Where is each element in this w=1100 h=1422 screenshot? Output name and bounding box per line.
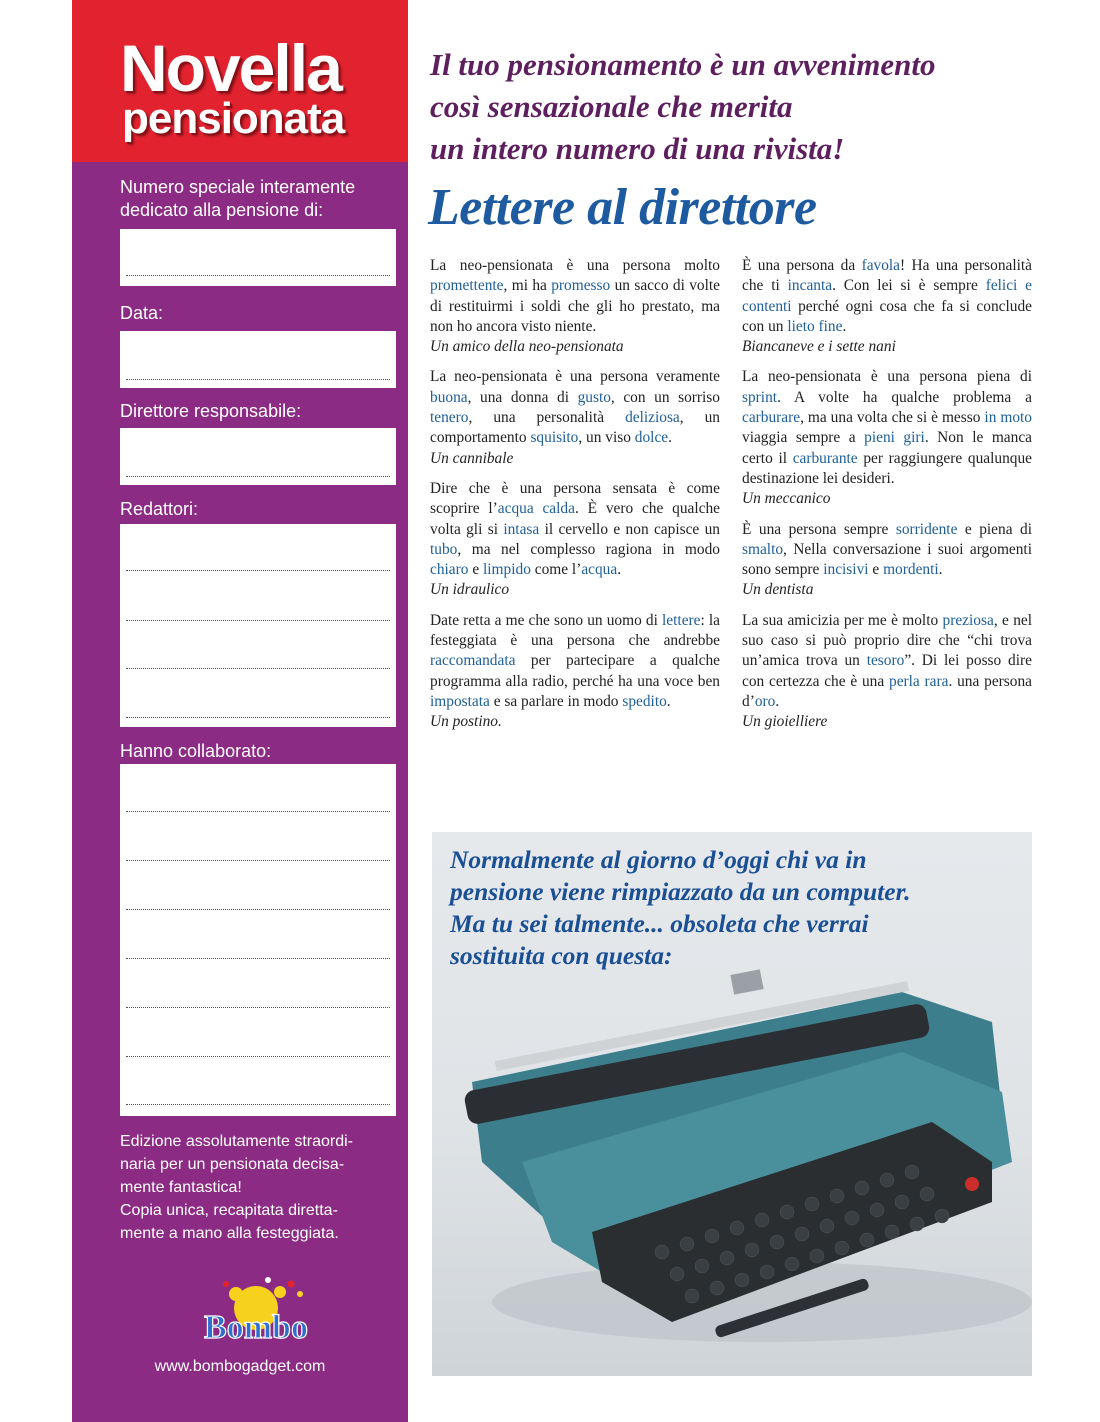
highlighted-word: oro (754, 692, 776, 710)
letter-text: . (938, 561, 943, 579)
letter-text: viaggia sempre a (742, 429, 865, 447)
letter-text: il cervello e non capisce un (539, 520, 720, 538)
caption-line: sostituita con questa: (450, 941, 673, 970)
letter-text: come l’ (530, 561, 582, 579)
headline-line: così sensazionale che merita (430, 89, 793, 124)
dotted-line (126, 860, 390, 861)
headline (430, 44, 1070, 170)
letter-text: . Non le manca certo il (742, 429, 1032, 467)
letter (430, 367, 720, 468)
letter-signature: Biancaneve e i sette nani (742, 338, 896, 356)
highlighted-word: felici e contenti (742, 277, 1032, 315)
letter (742, 367, 1032, 509)
highlighted-word: tenero (430, 409, 469, 427)
dotted-line (126, 717, 390, 718)
letter-signature: Un cannibale (430, 449, 514, 467)
caption-line: Normalmente al giorno d’oggi chi va in (450, 845, 867, 874)
highlighted-word: gusto (577, 388, 611, 406)
footer-line: mente a mano alla festeggiata. (120, 1225, 339, 1242)
letter-text: , con un sorriso (610, 388, 720, 406)
letter (742, 520, 1032, 601)
highlighted-word: smalto (742, 540, 784, 558)
footer-line: naria per un pensionata decisa- (120, 1156, 345, 1173)
letter-signature: Un dentista (742, 581, 814, 599)
dotted-line (126, 275, 390, 276)
highlighted-word: tubo (430, 540, 458, 558)
letter (430, 611, 720, 733)
highlighted-word: acqua (581, 561, 618, 579)
headline-line: Il tuo pensionamento è un avvenimento (430, 47, 936, 82)
highlighted-word: carburare (742, 409, 801, 427)
letter-text: , un comportamento (430, 409, 720, 447)
highlighted-word: preziosa (942, 611, 994, 629)
letter-text: ! Ha una personalità che ti (742, 257, 1033, 295)
field-label-data: Data: (120, 303, 164, 323)
field-label-director: Direttore responsabile: (120, 401, 302, 421)
highlighted-word: chiaro (430, 561, 469, 579)
letter-text: , Nella conversazione i suoi argomenti sono sempre (742, 540, 1032, 579)
letter-signature: Un meccanico (742, 490, 831, 508)
letter-text: Dire che è una persona sensata è come scoprire l’ (430, 479, 720, 518)
letter-text: È una persona da (742, 257, 862, 274)
masthead (72, 0, 408, 162)
highlighted-word: incisivi (823, 561, 869, 579)
letter-text: per raggiungere qualunque destinazione lei desideri. (742, 449, 1032, 487)
letter-text: , un viso (578, 429, 635, 447)
typewriter-photo (432, 832, 1032, 1376)
letter-text: e sa parlare in modo (489, 692, 623, 710)
letter (742, 256, 1032, 357)
date-field[interactable] (120, 331, 396, 388)
letter-body (430, 611, 720, 712)
logo-dot (297, 1291, 303, 1297)
highlighted-word: limpido (483, 561, 531, 579)
letter-text: e (468, 561, 483, 579)
letter-text: La neo-pensionata è una persona piena di (742, 368, 1032, 386)
letter-text: un sacco di volte di restituirmi i soldi che gli ho prestato, ma non ho ancora visto niente. (430, 277, 720, 335)
highlighted-word: dolce (634, 429, 669, 447)
website-url[interactable]: www.bombogadget.com (154, 1358, 326, 1375)
highlighted-word: squisito (530, 429, 579, 447)
highlighted-word: carburante (792, 449, 858, 467)
letter-text: . (617, 561, 622, 579)
dotted-line (126, 620, 390, 621)
highlighted-word: perla rara (889, 672, 949, 690)
letter-text: per partecipare a qualche programma alla radio, perché ha una voce ben (430, 652, 720, 690)
highlighted-word: deliziosa (625, 409, 680, 427)
dotted-line (126, 958, 390, 959)
masthead-title (120, 31, 345, 143)
dotted-line (126, 909, 390, 910)
editors-field[interactable] (120, 524, 396, 727)
highlighted-word: lettere (662, 611, 701, 629)
logo-text: Bombo (204, 1309, 308, 1346)
letter-body (430, 367, 720, 448)
name-field[interactable] (120, 229, 396, 286)
highlighted-word: acqua calda (497, 500, 575, 518)
logo-dot (265, 1277, 271, 1283)
highlighted-word: incanta (787, 277, 833, 295)
footer-line: Edizione assolutamente straordi- (120, 1133, 354, 1150)
highlighted-word: promettente (430, 277, 504, 295)
dotted-line (126, 1104, 390, 1105)
letter-body (742, 367, 1032, 489)
dotted-line (126, 570, 390, 571)
logo-dot (288, 1281, 295, 1288)
highlighted-word: tesoro (866, 652, 905, 670)
logo-splash (229, 1287, 243, 1301)
highlighted-word: in moto (984, 409, 1032, 427)
letter-text: Date retta a me che sono un uomo di (430, 611, 663, 629)
letter-text: . (668, 429, 672, 447)
collaborators-field[interactable] (120, 764, 396, 1116)
letter-text: La neo-pensionata è una persona veramente (430, 368, 720, 386)
letter-body (430, 256, 720, 337)
highlighted-word: sprint (742, 388, 778, 406)
highlighted-word: sorridente (895, 520, 958, 538)
letter-signature: Un gioielliere (742, 713, 828, 731)
letter-text: . È vero che qualche volta gli si (430, 500, 720, 538)
letter-text: . (666, 692, 671, 710)
letter-text: . (775, 692, 780, 710)
letter-text: , ma nel complesso ragiona in modo (457, 540, 720, 558)
dotted-line (126, 811, 390, 812)
letter-body (430, 479, 720, 580)
letter-body (742, 520, 1032, 581)
red-key (965, 1177, 979, 1191)
letter-text: perché ogni cosa che fa si conclude con un (742, 297, 1032, 335)
bombo-logo (196, 1272, 316, 1352)
letter-text: e piena di (957, 520, 1032, 538)
letter (430, 479, 720, 601)
highlighted-word: promesso (551, 277, 611, 295)
director-field[interactable] (120, 428, 396, 485)
footer-line: mente fantastica! (120, 1179, 242, 1196)
dotted-line (126, 379, 390, 380)
dotted-line (126, 1056, 390, 1057)
caption-line: pensione viene rimpiazzato da un computer. (450, 877, 911, 906)
highlighted-word: pieni giri (864, 429, 925, 447)
letter-text: . Con lei si è sempre (832, 277, 986, 295)
letter-text: : la festeggiata è una persona che andrebbe (430, 611, 720, 650)
letter-body (742, 611, 1032, 712)
letter-text: . A volte ha qualche problema a (777, 388, 1032, 406)
highlighted-word: spedito (622, 692, 667, 710)
headline-line: un intero numero di una rivista! (430, 131, 845, 166)
highlighted-word: intasa (503, 520, 540, 538)
highlighted-word: buona (430, 388, 468, 406)
letter-text: ”. Di lei posso dire con certezza che è una (742, 652, 1032, 690)
dotted-line (126, 476, 390, 477)
dotted-line (126, 668, 390, 669)
letter (430, 256, 720, 357)
letter (742, 611, 1032, 733)
highlighted-word: raccomandata (430, 652, 516, 670)
footer-line: Copia unica, recapitata diretta- (120, 1202, 338, 1219)
masthead-title-line1: Novella (120, 31, 341, 105)
letter-signature: Un idraulico (430, 581, 510, 599)
letter-text: e (868, 561, 884, 579)
highlighted-word: lieto fine (787, 317, 843, 335)
intro-line: Numero speciale interamente (120, 177, 356, 197)
highlighted-word: mordenti (883, 561, 939, 579)
sidebar-footer (120, 1130, 404, 1245)
letter-text: La neo-pensionata è una persona molto (430, 257, 720, 274)
letter-body (742, 256, 1032, 337)
field-label-editors: Redattori: (120, 499, 199, 519)
carriage-lever (730, 969, 763, 994)
photo-caption (450, 844, 1020, 972)
logo-splash (274, 1286, 286, 1298)
field-label-collaborators: Hanno collaborato: (120, 741, 272, 761)
section-title: Lettere al direttore (428, 179, 817, 236)
letter-text: , e nel suo caso si può proprio dire che “chi trova un’amica trova un (742, 611, 1032, 670)
letter-text: . (842, 317, 847, 335)
dotted-line (126, 1007, 390, 1008)
masthead-title-line2: pensionata (122, 93, 345, 143)
letter-text: , mi ha (503, 277, 552, 295)
intro-label (120, 176, 355, 222)
letter-signature: Un postino. (430, 713, 502, 731)
letter-text: , una personalità (468, 409, 626, 427)
letter-text: . una persona d’ (742, 672, 1032, 710)
caption-line: Ma tu sei talmente... obsoleta che verrai (450, 909, 869, 938)
letters-column-left (430, 256, 720, 743)
highlighted-word: favola (861, 257, 901, 274)
sidebar (72, 0, 408, 1422)
highlighted-word: impostata (430, 692, 490, 710)
letter-signature: Un amico della neo-pensionata (430, 338, 624, 356)
letter-text: , una donna di (467, 388, 578, 406)
logo-dot (223, 1281, 229, 1287)
letter-text: La sua amicizia per me è molto (742, 611, 943, 629)
intro-line: dedicato alla pensione di: (120, 200, 324, 220)
letter-text: , ma una volta che si è messo (800, 409, 985, 427)
letter-text: È una persona sempre (742, 520, 896, 538)
letters-column-right (742, 256, 1032, 743)
